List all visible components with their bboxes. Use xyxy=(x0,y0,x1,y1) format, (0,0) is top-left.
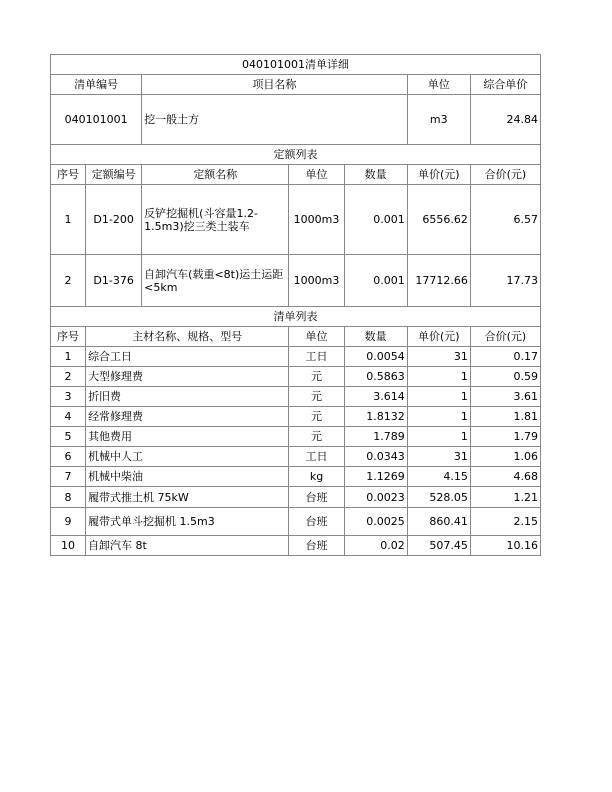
bill-item-name: 挖一般土方 xyxy=(142,95,408,145)
materials-col-qty: 数量 xyxy=(344,327,407,347)
quota-col-no: 序号 xyxy=(51,165,86,185)
table-row xyxy=(51,185,541,255)
material-qty: 3.614 xyxy=(344,387,407,407)
material-name: 履带式推土机 75kW xyxy=(86,487,289,508)
bill-unit: m3 xyxy=(407,95,470,145)
quota-col-name: 定额名称 xyxy=(142,165,289,185)
quota-name: 自卸汽车(载重<8t)运土运距<5km xyxy=(142,255,289,307)
material-qty: 1.1269 xyxy=(344,467,407,487)
materials-col-total: 合价(元) xyxy=(470,327,540,347)
material-price: 1 xyxy=(407,427,470,447)
quota-unit: 1000m3 xyxy=(289,185,344,255)
material-qty: 0.0025 xyxy=(344,508,407,536)
table-row xyxy=(51,407,541,427)
materials-col-unit: 单位 xyxy=(289,327,344,347)
material-name: 经常修理费 xyxy=(86,407,289,427)
material-qty: 0.0054 xyxy=(344,347,407,367)
material-name: 折旧费 xyxy=(86,387,289,407)
material-name: 履带式单斗挖掘机 1.5m3 xyxy=(86,508,289,536)
table-row xyxy=(51,487,541,508)
material-unit: 元 xyxy=(289,407,344,427)
material-no: 2 xyxy=(51,367,86,387)
col-bill-code: 清单编号 xyxy=(51,75,142,95)
material-no: 4 xyxy=(51,407,86,427)
material-name: 自卸汽车 8t xyxy=(86,536,289,556)
table-row xyxy=(51,467,541,487)
material-no: 7 xyxy=(51,467,86,487)
material-no: 6 xyxy=(51,447,86,467)
material-unit: 元 xyxy=(289,367,344,387)
material-unit: kg xyxy=(289,467,344,487)
material-unit: 台班 xyxy=(289,536,344,556)
material-price: 860.41 xyxy=(407,508,470,536)
quota-no: 2 xyxy=(51,255,86,307)
material-no: 3 xyxy=(51,387,86,407)
quota-price: 6556.62 xyxy=(407,185,470,255)
material-no: 8 xyxy=(51,487,86,508)
table-row xyxy=(51,508,541,536)
material-total: 2.15 xyxy=(470,508,540,536)
material-price: 1 xyxy=(407,367,470,387)
quota-code: D1-376 xyxy=(86,255,142,307)
quota-name: 反铲挖掘机(斗容量1.2-1.5m3)挖三类土装车 xyxy=(142,185,289,255)
material-name: 机械中人工 xyxy=(86,447,289,467)
material-name: 其他费用 xyxy=(86,427,289,447)
table-row xyxy=(51,536,541,556)
material-price: 4.15 xyxy=(407,467,470,487)
table-row xyxy=(51,255,541,307)
quota-no: 1 xyxy=(51,185,86,255)
col-unit: 单位 xyxy=(407,75,470,95)
material-total: 1.21 xyxy=(470,487,540,508)
bill-composite-price: 24.84 xyxy=(470,95,540,145)
material-total: 4.68 xyxy=(470,467,540,487)
material-unit: 工日 xyxy=(289,347,344,367)
quota-col-qty: 数量 xyxy=(344,165,407,185)
material-total: 1.81 xyxy=(470,407,540,427)
col-item-name: 项目名称 xyxy=(142,75,408,95)
bill-code: 040101001 xyxy=(51,95,142,145)
quota-code: D1-200 xyxy=(86,185,142,255)
material-name: 大型修理费 xyxy=(86,367,289,387)
bill-title: 040101001清单详细 xyxy=(51,55,541,75)
material-unit: 工日 xyxy=(289,447,344,467)
material-qty: 0.0023 xyxy=(344,487,407,508)
material-qty: 0.0343 xyxy=(344,447,407,467)
material-qty: 1.8132 xyxy=(344,407,407,427)
quota-col-price: 单价(元) xyxy=(407,165,470,185)
quota-col-code: 定额编号 xyxy=(86,165,142,185)
quota-price: 17712.66 xyxy=(407,255,470,307)
quota-title: 定额列表 xyxy=(51,145,541,165)
quota-qty: 0.001 xyxy=(344,255,407,307)
material-name: 综合工日 xyxy=(86,347,289,367)
bill-row xyxy=(51,95,541,145)
material-price: 507.45 xyxy=(407,536,470,556)
material-unit: 元 xyxy=(289,387,344,407)
material-qty: 0.5863 xyxy=(344,367,407,387)
quota-total: 6.57 xyxy=(470,185,540,255)
table-row xyxy=(51,347,541,367)
material-price: 1 xyxy=(407,387,470,407)
materials-col-no: 序号 xyxy=(51,327,86,347)
material-no: 10 xyxy=(51,536,86,556)
materials-col-price: 单价(元) xyxy=(407,327,470,347)
material-price: 528.05 xyxy=(407,487,470,508)
quota-total: 17.73 xyxy=(470,255,540,307)
material-qty: 1.789 xyxy=(344,427,407,447)
material-total: 10.16 xyxy=(470,536,540,556)
material-total: 0.17 xyxy=(470,347,540,367)
quota-col-total: 合价(元) xyxy=(470,165,540,185)
materials-title: 清单列表 xyxy=(51,307,541,327)
material-no: 9 xyxy=(51,508,86,536)
material-price: 31 xyxy=(407,347,470,367)
material-name: 机械中柴油 xyxy=(86,467,289,487)
material-unit: 元 xyxy=(289,427,344,447)
material-price: 1 xyxy=(407,407,470,427)
table-row xyxy=(51,387,541,407)
material-total: 1.79 xyxy=(470,427,540,447)
table-row xyxy=(51,447,541,467)
bill-detail-table xyxy=(50,54,541,556)
quota-unit: 1000m3 xyxy=(289,255,344,307)
material-no: 1 xyxy=(51,347,86,367)
material-unit: 台班 xyxy=(289,508,344,536)
material-total: 0.59 xyxy=(470,367,540,387)
quota-col-unit: 单位 xyxy=(289,165,344,185)
material-price: 31 xyxy=(407,447,470,467)
quota-qty: 0.001 xyxy=(344,185,407,255)
table-row xyxy=(51,427,541,447)
material-qty: 0.02 xyxy=(344,536,407,556)
material-unit: 台班 xyxy=(289,487,344,508)
material-total: 1.06 xyxy=(470,447,540,467)
material-no: 5 xyxy=(51,427,86,447)
table-row xyxy=(51,367,541,387)
materials-col-name: 主材名称、规格、型号 xyxy=(86,327,289,347)
material-total: 3.61 xyxy=(470,387,540,407)
col-composite-price: 综合单价 xyxy=(470,75,540,95)
